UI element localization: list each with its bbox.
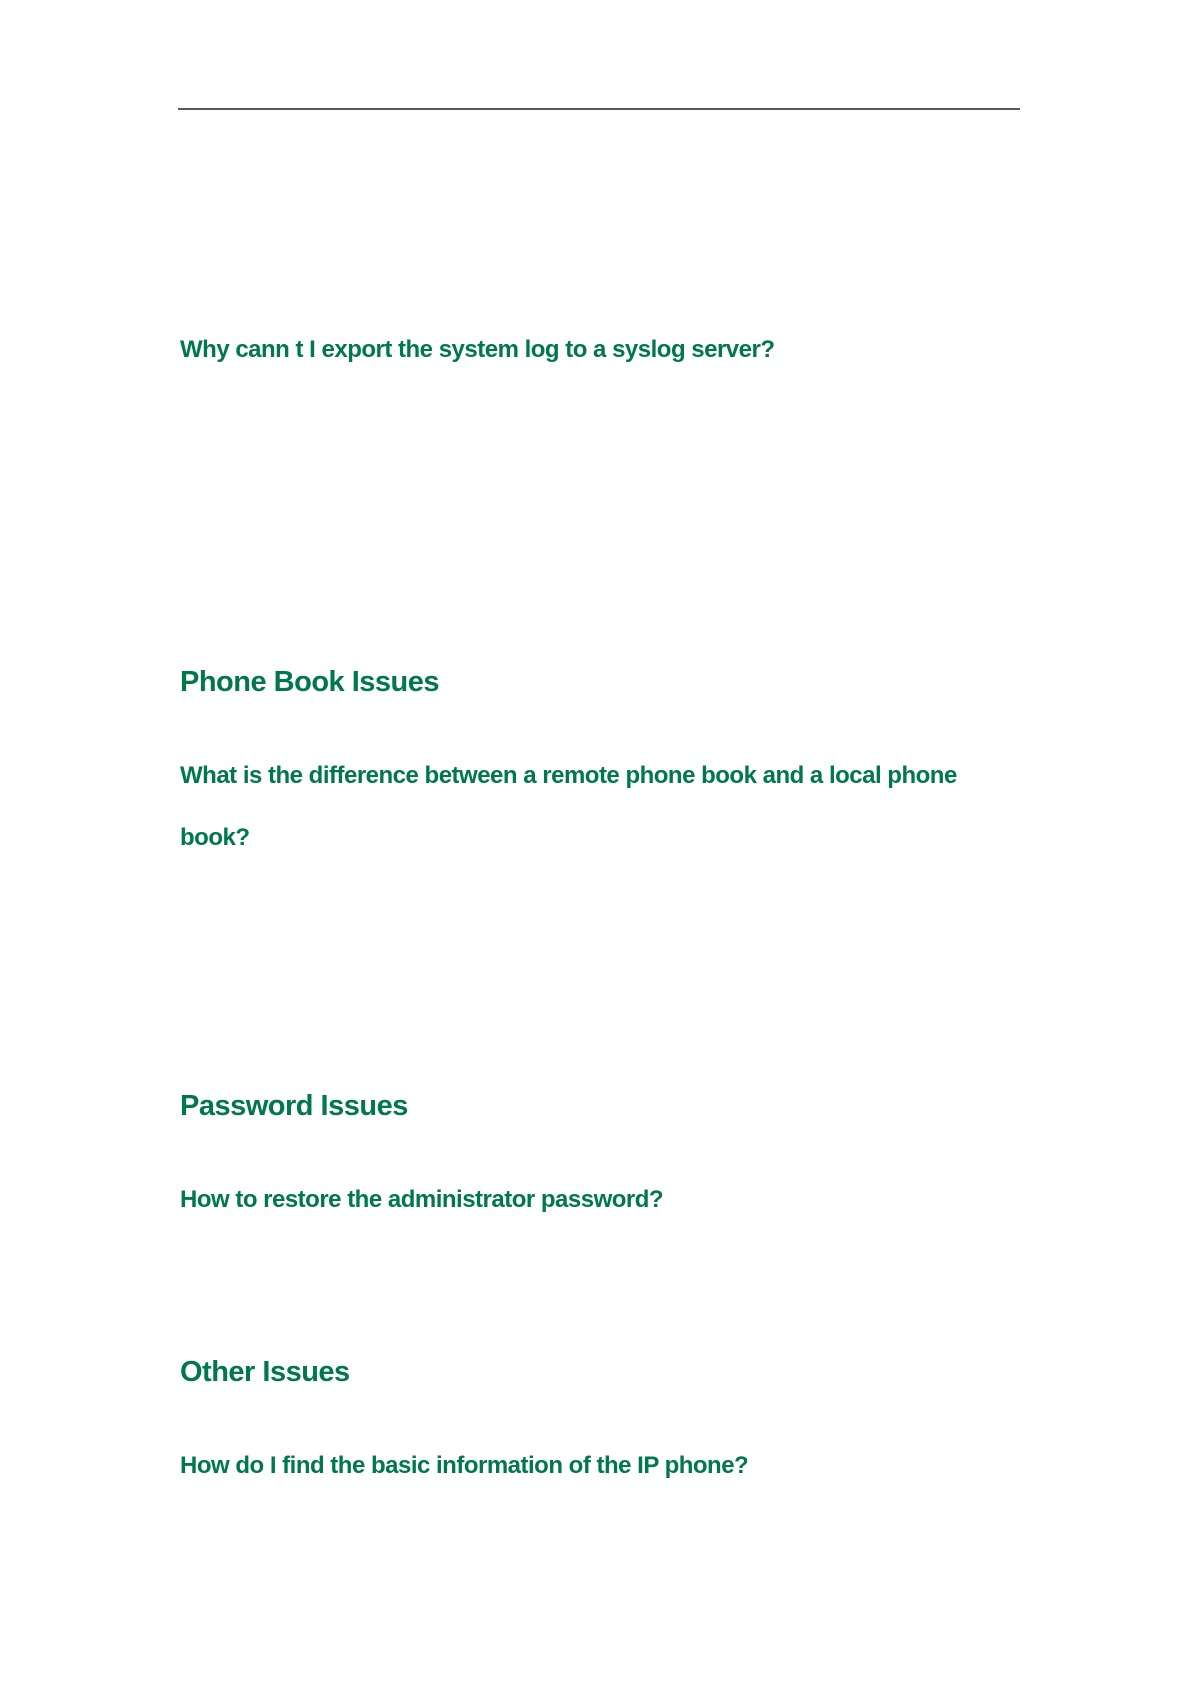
section-heading-phone-book: Phone Book Issues	[180, 666, 440, 698]
section-heading-password: Password Issues	[180, 1090, 408, 1122]
question-restore-admin-password: How to restore the administrator password?	[180, 1186, 664, 1213]
question-phone-book-difference-line2: book?	[180, 824, 250, 851]
question-phone-book-difference-line1: What is the difference between a remote phone book and a local phone	[180, 762, 957, 789]
question-basic-information: How do I find the basic information of the IP phone?	[180, 1452, 749, 1479]
question-syslog-export: Why cann t I export the system log to a syslog server?	[180, 336, 775, 363]
section-heading-other: Other Issues	[180, 1356, 350, 1388]
header-divider	[178, 108, 1020, 110]
